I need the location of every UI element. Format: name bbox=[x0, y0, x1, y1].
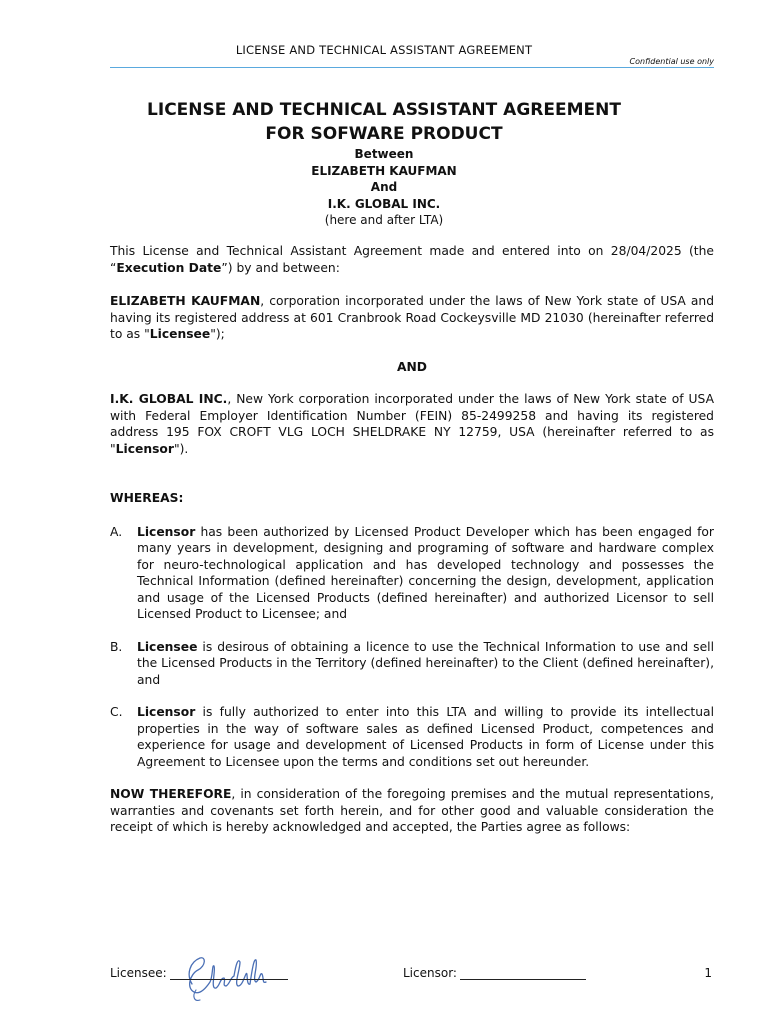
licensee-name: ELIZABETH KAUFMAN bbox=[110, 294, 261, 308]
recital-marker: A. bbox=[110, 524, 123, 539]
document-title bbox=[0, 98, 768, 146]
execution-date-term: Execution Date bbox=[116, 260, 222, 275]
intro-text-1: This License and Technical Assistant Agreement made and entered into on 28/04/2025 (the “ bbox=[110, 244, 714, 275]
party-2-name: I.K. GLOBAL INC. bbox=[327, 196, 441, 211]
whereas-label: WHEREAS: bbox=[110, 491, 184, 505]
confidential-note: Confidential use only bbox=[629, 57, 714, 66]
whereas-heading bbox=[110, 490, 714, 507]
recital-text bbox=[137, 704, 714, 770]
licensor-signature-line bbox=[460, 979, 586, 980]
licensee-paragraph bbox=[110, 293, 714, 343]
recital-item bbox=[110, 704, 714, 770]
now-therefore-text: , in consideration of the foregoing premises and the mutual representations, warranties and covenants set forth herein, and for other good and valuable consideration the receipt of which is hereby acknowledged and accepted, the Parties agree as follows: bbox=[110, 787, 715, 834]
page-number: 1 bbox=[704, 966, 712, 980]
page-footer bbox=[110, 966, 714, 986]
recital-marker: C. bbox=[110, 705, 123, 719]
now-therefore-term: NOW THEREFORE bbox=[110, 787, 232, 801]
header-title: LICENSE AND TECHNICAL ASSISTANT AGREEMENT bbox=[235, 43, 533, 57]
licensor-term: Licensor bbox=[115, 441, 174, 456]
recital-item bbox=[110, 639, 714, 689]
and-label: And bbox=[370, 180, 398, 194]
parties-block bbox=[0, 146, 768, 229]
licensee-signature-line bbox=[170, 979, 288, 980]
recital-item bbox=[110, 524, 714, 623]
recital-text bbox=[137, 524, 714, 623]
intro-text-2: ”) by and between: bbox=[221, 260, 340, 275]
recital-party: Licensee bbox=[137, 639, 198, 654]
licensor-name: I.K. GLOBAL INC. bbox=[110, 392, 228, 406]
party-1-name: ELIZABETH KAUFMAN bbox=[311, 163, 457, 178]
recital-text bbox=[137, 639, 714, 689]
now-therefore-paragraph bbox=[110, 786, 714, 836]
licensee-text-1: , corporation incorporated under the laws of New York state of USA and having its registered address at 601 Cranbrook Road Cockeysville MD 21030 (hereinafter referred to as " bbox=[110, 294, 714, 341]
recital-body: has been authorized by Licensed Product Developer which has been engaged for many years in development, designing and programing of software and hardware complex for neuro-technological application and has developed technology and possesses the Technical Information (defined hereinafter) concerning the design, development, application and usage of the Licensed Products (defined hereinafter) and authorized Licensor to sell Licensed Product to Licensee; and bbox=[137, 524, 714, 621]
intro-paragraph bbox=[110, 243, 714, 276]
recital-party: Licensor bbox=[137, 705, 196, 719]
recital-party: Licensor bbox=[137, 524, 196, 539]
header-rule bbox=[110, 67, 714, 68]
recital-body: is fully authorized to enter into this LTA and willing to provide its intellectual properties in the way of software sales as defined Licensed Product, competences and experience for usage and development of Licensed Products in form of License under this Agreement to Licensee upon the terms and conditions set out hereunder. bbox=[137, 705, 714, 769]
licensor-paragraph bbox=[110, 391, 714, 457]
licensee-term: Licensee bbox=[149, 327, 211, 341]
abbreviation-note: (here and after LTA) bbox=[324, 213, 444, 227]
licensor-text-2: "). bbox=[173, 441, 189, 456]
recital-marker: B. bbox=[110, 639, 123, 654]
title-line-2: FOR SOFWARE PRODUCT bbox=[265, 124, 503, 144]
between-label: Between bbox=[354, 147, 414, 161]
agreement-body bbox=[110, 243, 714, 836]
title-line-1: LICENSE AND TECHNICAL ASSISTANT AGREEMENT bbox=[147, 100, 621, 120]
recital-body: is desirous of obtaining a licence to use the Technical Information to use and sell the Licensed Products in the Territory (defined hereinafter) to the Client (defined hereinafter), and bbox=[137, 639, 714, 687]
licensee-text-2: "); bbox=[210, 327, 225, 341]
licensor-text-1: , New York corporation incorporated under the laws of New York state of USA with Federal Employer Identification Number (FEIN) 85-2499258 and having its registered address 195 FOX CROFT VLG LOCH SHELDRAKE NY 12759, USA (hereinafter referred to as " bbox=[110, 392, 714, 456]
and-separator: AND bbox=[396, 359, 428, 374]
licensee-signature-label: Licensee: bbox=[110, 966, 167, 980]
licensor-signature-label: Licensor: bbox=[403, 966, 457, 980]
